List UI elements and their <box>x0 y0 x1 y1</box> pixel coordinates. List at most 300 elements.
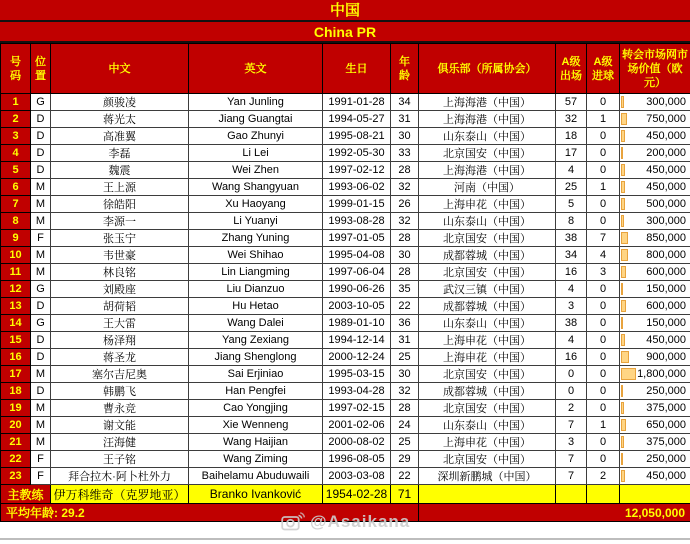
player-market-value <box>620 468 690 485</box>
player-age: 28 <box>391 400 419 417</box>
table-row <box>1 196 690 213</box>
table-row <box>1 349 690 366</box>
player-name-en: Wei Shihao <box>189 247 323 264</box>
player-name-cn: 李源一 <box>51 213 189 230</box>
player-caps: 18 <box>556 128 587 145</box>
table-row <box>1 298 690 315</box>
table-row <box>1 417 690 434</box>
player-name-cn: 胡荷韬 <box>51 298 189 315</box>
squad-table <box>0 43 690 522</box>
player-number: 22 <box>1 451 31 468</box>
player-name-cn: 拜合拉木·阿卜杜外力 <box>51 468 189 485</box>
col-header-birthdate: 生日 <box>323 44 391 94</box>
players-body <box>1 94 690 485</box>
player-goals: 0 <box>587 349 620 366</box>
coach-label: 主教练 <box>1 485 51 504</box>
player-number: 3 <box>1 128 31 145</box>
player-market-value <box>620 383 690 400</box>
value-bar <box>621 266 626 278</box>
coach-empty-club <box>419 485 556 504</box>
player-caps: 8 <box>556 213 587 230</box>
player-age: 24 <box>391 417 419 434</box>
player-name-cn: 王大雷 <box>51 315 189 332</box>
player-birthdate: 1997-02-12 <box>323 162 391 179</box>
player-name-cn: 王上源 <box>51 179 189 196</box>
player-caps: 4 <box>556 281 587 298</box>
value-bar <box>621 164 625 176</box>
col-header-name-cn: 中文 <box>51 44 189 94</box>
player-caps: 25 <box>556 179 587 196</box>
player-club: 上海海港（中国） <box>419 111 556 128</box>
value-number: 850,000 <box>646 232 686 244</box>
player-birthdate: 1993-08-28 <box>323 213 391 230</box>
player-club: 山东泰山（中国） <box>419 315 556 332</box>
player-goals: 0 <box>587 383 620 400</box>
player-number: 1 <box>1 94 31 111</box>
player-goals: 0 <box>587 196 620 213</box>
player-number: 20 <box>1 417 31 434</box>
player-birthdate: 1996-08-05 <box>323 451 391 468</box>
value-number: 300,000 <box>646 215 686 227</box>
player-goals: 2 <box>587 468 620 485</box>
player-position: G <box>31 94 51 111</box>
player-name-cn: 蒋圣龙 <box>51 349 189 366</box>
player-caps: 5 <box>556 196 587 213</box>
player-number: 2 <box>1 111 31 128</box>
player-birthdate: 1994-12-14 <box>323 332 391 349</box>
player-age: 28 <box>391 264 419 281</box>
player-age: 31 <box>391 332 419 349</box>
player-birthdate: 1997-02-15 <box>323 400 391 417</box>
player-market-value <box>620 128 690 145</box>
value-bar <box>621 147 623 159</box>
player-age: 32 <box>391 213 419 230</box>
player-number: 8 <box>1 213 31 230</box>
table-row <box>1 281 690 298</box>
player-club: 成都蓉城（中国） <box>419 383 556 400</box>
coach-name-en: Branko Ivanković <box>189 485 323 504</box>
player-position: M <box>31 179 51 196</box>
player-market-value <box>620 349 690 366</box>
player-caps: 17 <box>556 145 587 162</box>
coach-age: 71 <box>391 485 419 504</box>
player-club: 北京国安（中国） <box>419 230 556 247</box>
table-row <box>1 230 690 247</box>
player-name-en: Xu Haoyang <box>189 196 323 213</box>
player-name-en: Jiang Guangtai <box>189 111 323 128</box>
player-name-cn: 汪海健 <box>51 434 189 451</box>
player-goals: 7 <box>587 230 620 247</box>
player-club: 武汉三镇（中国） <box>419 281 556 298</box>
player-goals: 1 <box>587 111 620 128</box>
table-row <box>1 145 690 162</box>
table-row <box>1 213 690 230</box>
coach-empty-caps <box>556 485 587 504</box>
table-row <box>1 179 690 196</box>
player-position: M <box>31 213 51 230</box>
player-birthdate: 1995-03-15 <box>323 366 391 383</box>
player-market-value <box>620 434 690 451</box>
player-age: 25 <box>391 434 419 451</box>
player-market-value <box>620 179 690 196</box>
player-name-en: Lin Liangming <box>189 264 323 281</box>
player-name-cn: 塞尔吉尼奥 <box>51 366 189 383</box>
table-row <box>1 383 690 400</box>
player-caps: 7 <box>556 417 587 434</box>
page-title: 中国 <box>0 0 690 22</box>
player-position: F <box>31 451 51 468</box>
bottom-divider <box>0 538 690 540</box>
value-number: 375,000 <box>646 436 686 448</box>
coach-row <box>1 485 690 504</box>
player-name-cn: 林良铭 <box>51 264 189 281</box>
player-club: 河南（中国） <box>419 179 556 196</box>
page-subtitle: China PR <box>0 22 690 43</box>
player-club: 上海海港（中国） <box>419 162 556 179</box>
average-age-value: 29.2 <box>61 506 85 520</box>
player-goals: 0 <box>587 366 620 383</box>
player-caps: 0 <box>556 366 587 383</box>
player-caps: 3 <box>556 298 587 315</box>
value-number: 650,000 <box>646 419 686 431</box>
player-goals: 1 <box>587 417 620 434</box>
col-header-age: 年龄 <box>391 44 419 94</box>
player-caps: 7 <box>556 451 587 468</box>
player-goals: 0 <box>587 400 620 417</box>
value-number: 800,000 <box>646 249 686 261</box>
player-position: M <box>31 196 51 213</box>
value-bar <box>621 317 623 329</box>
table-row <box>1 400 690 417</box>
table-row <box>1 468 690 485</box>
player-position: M <box>31 366 51 383</box>
player-market-value <box>620 298 690 315</box>
player-age: 30 <box>391 247 419 264</box>
player-club: 上海申花（中国） <box>419 332 556 349</box>
player-name-cn: 张玉宁 <box>51 230 189 247</box>
player-number: 14 <box>1 315 31 332</box>
player-market-value <box>620 451 690 468</box>
player-birthdate: 1995-08-21 <box>323 128 391 145</box>
player-name-en: Yang Zexiang <box>189 332 323 349</box>
player-name-en: Hu Hetao <box>189 298 323 315</box>
col-header-number: 号码 <box>1 44 31 94</box>
col-header-caps: A级出场 <box>556 44 587 94</box>
watermark-text: @Asaikana <box>310 512 411 531</box>
player-position: G <box>31 315 51 332</box>
player-position: F <box>31 468 51 485</box>
player-goals: 1 <box>587 179 620 196</box>
player-market-value <box>620 264 690 281</box>
player-market-value <box>620 366 690 383</box>
player-goals: 0 <box>587 128 620 145</box>
player-number: 18 <box>1 383 31 400</box>
player-name-cn: 曹永竞 <box>51 400 189 417</box>
player-market-value <box>620 315 690 332</box>
player-position: G <box>31 281 51 298</box>
player-number: 16 <box>1 349 31 366</box>
col-header-club: 俱乐部（所属协会） <box>419 44 556 94</box>
player-name-cn: 魏震 <box>51 162 189 179</box>
player-caps: 4 <box>556 162 587 179</box>
player-position: F <box>31 230 51 247</box>
player-name-en: Cao Yongjing <box>189 400 323 417</box>
player-goals: 0 <box>587 162 620 179</box>
value-bar <box>621 96 624 108</box>
player-birthdate: 2000-08-02 <box>323 434 391 451</box>
player-birthdate: 1993-04-28 <box>323 383 391 400</box>
value-bar <box>621 351 629 363</box>
player-birthdate: 1999-01-15 <box>323 196 391 213</box>
player-goals: 0 <box>587 332 620 349</box>
player-goals: 0 <box>587 94 620 111</box>
col-header-position: 位置 <box>31 44 51 94</box>
player-position: D <box>31 332 51 349</box>
player-club: 山东泰山（中国） <box>419 213 556 230</box>
player-name-en: Wang Shangyuan <box>189 179 323 196</box>
table-row <box>1 128 690 145</box>
player-market-value <box>620 111 690 128</box>
table-row <box>1 162 690 179</box>
table-row <box>1 332 690 349</box>
player-market-value <box>620 94 690 111</box>
player-age: 29 <box>391 451 419 468</box>
player-club: 上海申花（中国） <box>419 196 556 213</box>
value-number: 750,000 <box>646 113 686 125</box>
player-birthdate: 2000-12-24 <box>323 349 391 366</box>
player-age: 26 <box>391 196 419 213</box>
player-name-en: Baihelamu Abuduwaili <box>189 468 323 485</box>
table-row <box>1 247 690 264</box>
coach-name-cn: 伊万科维奇（克罗地亚） <box>51 485 189 504</box>
player-position: D <box>31 145 51 162</box>
player-caps: 57 <box>556 94 587 111</box>
player-name-cn: 李磊 <box>51 145 189 162</box>
value-number: 300,000 <box>646 96 686 108</box>
value-number: 1,800,000 <box>637 368 686 380</box>
player-club: 上海海港（中国） <box>419 94 556 111</box>
player-name-cn: 韩鹏飞 <box>51 383 189 400</box>
player-birthdate: 1992-05-30 <box>323 145 391 162</box>
player-market-value <box>620 196 690 213</box>
player-name-cn: 蒋光太 <box>51 111 189 128</box>
player-caps: 34 <box>556 247 587 264</box>
player-name-en: Li Lei <box>189 145 323 162</box>
player-market-value <box>620 162 690 179</box>
player-goals: 0 <box>587 213 620 230</box>
player-age: 22 <box>391 298 419 315</box>
value-number: 600,000 <box>646 300 686 312</box>
value-bar <box>621 300 626 312</box>
player-birthdate: 1997-01-05 <box>323 230 391 247</box>
player-age: 34 <box>391 94 419 111</box>
player-number: 19 <box>1 400 31 417</box>
player-age: 28 <box>391 230 419 247</box>
value-bar <box>621 419 626 431</box>
value-number: 375,000 <box>646 402 686 414</box>
value-number: 150,000 <box>646 317 686 329</box>
player-position: D <box>31 128 51 145</box>
player-name-en: Li Yuanyi <box>189 213 323 230</box>
player-age: 25 <box>391 349 419 366</box>
player-goals: 0 <box>587 434 620 451</box>
value-bar <box>621 436 624 448</box>
value-bar <box>621 113 627 125</box>
player-market-value <box>620 281 690 298</box>
coach-empty-goals <box>587 485 620 504</box>
player-position: M <box>31 264 51 281</box>
player-name-en: Zhang Yuning <box>189 230 323 247</box>
player-name-en: Gao Zhunyi <box>189 128 323 145</box>
player-age: 30 <box>391 128 419 145</box>
value-bar <box>621 385 623 397</box>
player-club: 成都蓉城（中国） <box>419 247 556 264</box>
table-row <box>1 94 690 111</box>
value-bar <box>621 215 624 227</box>
average-age-label: 平均年龄: <box>6 506 58 520</box>
player-position: D <box>31 349 51 366</box>
player-name-en: Sai Erjiniao <box>189 366 323 383</box>
player-number: 4 <box>1 145 31 162</box>
player-number: 17 <box>1 366 31 383</box>
table-row <box>1 111 690 128</box>
col-header-goals: A级进球 <box>587 44 620 94</box>
value-number: 200,000 <box>646 147 686 159</box>
player-club: 北京国安（中国） <box>419 145 556 162</box>
value-number: 450,000 <box>646 130 686 142</box>
player-caps: 3 <box>556 434 587 451</box>
player-market-value <box>620 145 690 162</box>
summary-row <box>1 504 690 522</box>
player-name-en: Yan Junling <box>189 94 323 111</box>
player-age: 33 <box>391 145 419 162</box>
player-number: 9 <box>1 230 31 247</box>
player-position: M <box>31 400 51 417</box>
player-club: 成都蓉城（中国） <box>419 298 556 315</box>
player-number: 10 <box>1 247 31 264</box>
player-number: 23 <box>1 468 31 485</box>
player-age: 32 <box>391 383 419 400</box>
player-name-en: Han Pengfei <box>189 383 323 400</box>
player-caps: 32 <box>556 111 587 128</box>
player-caps: 38 <box>556 230 587 247</box>
player-number: 15 <box>1 332 31 349</box>
player-caps: 38 <box>556 315 587 332</box>
player-club: 上海申花（中国） <box>419 349 556 366</box>
value-number: 450,000 <box>646 334 686 346</box>
player-caps: 16 <box>556 349 587 366</box>
player-caps: 4 <box>556 332 587 349</box>
value-bar <box>621 470 625 482</box>
table-row <box>1 366 690 383</box>
table-row <box>1 451 690 468</box>
value-number: 250,000 <box>646 453 686 465</box>
player-name-en: Jiang Shenglong <box>189 349 323 366</box>
player-club: 北京国安（中国） <box>419 400 556 417</box>
value-number: 450,000 <box>646 181 686 193</box>
player-age: 36 <box>391 315 419 332</box>
player-market-value <box>620 213 690 230</box>
player-goals: 0 <box>587 281 620 298</box>
player-name-cn: 杨泽翔 <box>51 332 189 349</box>
player-number: 21 <box>1 434 31 451</box>
player-name-en: Wang Dalei <box>189 315 323 332</box>
table-row <box>1 434 690 451</box>
player-market-value <box>620 230 690 247</box>
player-caps: 16 <box>556 264 587 281</box>
player-age: 31 <box>391 111 419 128</box>
player-age: 28 <box>391 162 419 179</box>
player-caps: 2 <box>556 400 587 417</box>
player-position: M <box>31 247 51 264</box>
player-club: 北京国安（中国） <box>419 366 556 383</box>
value-bar <box>621 198 625 210</box>
value-number: 500,000 <box>646 198 686 210</box>
player-birthdate: 1994-05-27 <box>323 111 391 128</box>
player-name-en: Wang Ziming <box>189 451 323 468</box>
player-club: 山东泰山（中国） <box>419 417 556 434</box>
value-bar <box>621 181 625 193</box>
value-bar <box>621 283 623 295</box>
player-birthdate: 1993-06-02 <box>323 179 391 196</box>
player-caps: 7 <box>556 468 587 485</box>
table-row <box>1 315 690 332</box>
player-club: 深圳新鹏城（中国） <box>419 468 556 485</box>
value-bar <box>621 232 628 244</box>
player-number: 7 <box>1 196 31 213</box>
player-goals: 4 <box>587 247 620 264</box>
player-club: 上海申花（中国） <box>419 434 556 451</box>
player-club: 山东泰山（中国） <box>419 128 556 145</box>
player-number: 6 <box>1 179 31 196</box>
value-bar <box>621 453 623 465</box>
player-position: D <box>31 162 51 179</box>
player-name-cn: 高准翼 <box>51 128 189 145</box>
player-position: D <box>31 383 51 400</box>
player-goals: 3 <box>587 264 620 281</box>
player-birthdate: 1997-06-04 <box>323 264 391 281</box>
col-header-market-value: 转会市场网市场价值（欧元） <box>620 44 690 94</box>
value-number: 600,000 <box>646 266 686 278</box>
player-name-en: Xie Wenneng <box>189 417 323 434</box>
coach-empty-value <box>620 485 690 504</box>
player-birthdate: 1989-01-10 <box>323 315 391 332</box>
player-name-cn: 谢文能 <box>51 417 189 434</box>
value-bar <box>621 334 625 346</box>
player-birthdate: 1995-04-08 <box>323 247 391 264</box>
player-number: 12 <box>1 281 31 298</box>
total-market-value: 12,050,000 <box>419 504 690 522</box>
player-club: 北京国安（中国） <box>419 264 556 281</box>
player-name-en: Wang Haijian <box>189 434 323 451</box>
table-row <box>1 264 690 281</box>
value-number: 450,000 <box>646 164 686 176</box>
player-name-en: Liu Dianzuo <box>189 281 323 298</box>
player-name-en: Wei Zhen <box>189 162 323 179</box>
value-number: 250,000 <box>646 385 686 397</box>
player-market-value <box>620 417 690 434</box>
value-bar <box>621 402 624 414</box>
value-number: 150,000 <box>646 283 686 295</box>
player-birthdate: 2001-02-06 <box>323 417 391 434</box>
player-goals: 0 <box>587 145 620 162</box>
player-goals: 0 <box>587 451 620 468</box>
player-age: 22 <box>391 468 419 485</box>
player-age: 35 <box>391 281 419 298</box>
player-market-value <box>620 247 690 264</box>
value-number: 450,000 <box>646 470 686 482</box>
player-age: 30 <box>391 366 419 383</box>
